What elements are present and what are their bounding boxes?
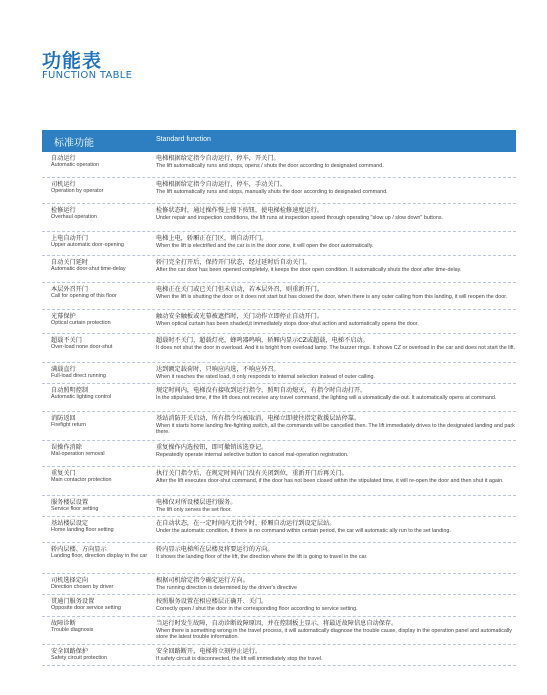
table-row [42,617,516,645]
function-description-cell [156,181,516,195]
function-name-zh: 基站楼层设定 [51,520,89,527]
function-description-zh: 电梯根据给定指令自动运行，停车，开关门。 [156,155,280,162]
table-row [42,178,516,204]
function-description-cell [156,155,516,169]
function-name-en: Overhaul operation [51,214,97,221]
function-description-en: The lift automatically runs and stops, opens / shuts the door according to designated command. [156,163,384,170]
function-name-cell [51,337,151,350]
function-description-zh: 规定时间内，电梯没有接收到运行指令，照明自动熄灭，有指令时自动打开。 [156,387,367,394]
table-row [42,384,516,412]
function-name-cell [51,499,151,512]
function-name-cell [51,444,151,457]
function-description-zh: 轿门完全打开后，保持开门状态，经过延时后自动关门。 [156,259,311,266]
function-name-zh: 安全回路保护 [51,648,89,655]
function-name-en: Optical curtain protection [51,320,111,327]
table-row [42,363,516,384]
function-name-en: Automatic door-shut time-delay [51,266,126,273]
function-name-en: Direction chosen by driver [51,584,114,591]
function-name-zh: 自动运行 [51,155,76,162]
function-name-en: Safety circuit protection [51,655,108,662]
function-name-en: Upper automatic door-opening [51,242,124,249]
table-row [42,412,516,441]
table-row [42,517,516,543]
function-description-cell [156,235,516,249]
function-name-cell [51,313,151,326]
function-description-zh: 轿内显示电梯所在层楼及将要运行的方向。 [156,546,274,553]
function-name-en: Mal-operation removal [51,451,105,458]
function-description-cell [156,337,516,351]
function-name-zh: 轿内层楼、方向显示 [51,546,107,553]
function-name-cell [51,620,151,633]
function-name-zh: 检修运行 [51,207,76,214]
function-name-cell [51,598,151,611]
function-table [42,152,516,666]
function-description-en: If safety circuit is disconnected, the lift will immediately stop the travel. [156,656,323,663]
table-row [42,441,516,467]
function-description-cell [156,387,516,401]
table-row [42,310,516,334]
function-description-en: When the lift is electrified and the car is in the door zone, it will open the door automatically. [156,243,374,250]
function-description-en: When it reaches the rated load, it only responds to internal selection instead of outer calling. [156,374,376,381]
function-name-en: Call for opening of this floor [51,293,117,300]
function-name-zh: 上电自动开门 [51,235,89,242]
function-description-zh: 达到额定载荷时，只响应内选，不响应外召。 [156,366,280,373]
function-name-cell [51,648,151,661]
function-description-zh: 电梯上电，轿厢正在门区，则自动开门。 [156,235,268,242]
function-name-en: Firefight return [51,422,87,429]
function-name-en: Trouble diagnosis [51,627,94,634]
function-description-cell [156,313,516,327]
function-description-cell [156,366,516,380]
function-description-en: When there is something wrong in the travel process, it will automatically diagnose the trouble cause, display in the operation panel and automatically store the latest trouble information. [156,628,512,641]
function-name-cell [51,520,151,533]
function-name-en: Service floor setting [51,506,99,513]
function-description-cell [156,577,516,591]
function-name-cell [51,286,151,299]
table-row [42,283,516,310]
table-row [42,204,516,232]
function-name-cell [51,235,151,248]
function-description-cell [156,415,516,436]
function-description-zh: 电梯根据给定指令自动运行，停车，手动关门。 [156,181,286,188]
function-description-cell [156,620,516,641]
function-description-zh: 执行关门指令后，在规定时间内门没有关闭到位，重新开门后再关门。 [156,470,348,477]
function-description-en: After the lift executes door-shut command, if the door has not been closed within the stipulated time, it will re-open the door and then shut it again. [156,478,504,485]
table-row [42,152,516,178]
function-name-en: Main contactor protection [51,477,112,484]
function-name-zh: 司机运行 [51,181,76,188]
function-description-cell [156,648,516,662]
function-description-zh: 电梯仅对所设楼层进行服务。 [156,499,237,506]
function-description-en: The running direction is determined by the driver's directive [156,585,297,592]
function-description-en: After the car door has been opened completely, it keeps the door open condition. It automatically shuts the door after time-delay. [156,267,462,274]
function-description-en: The lift automatically runs and stops, manually shuts the door according to designated command. [156,189,388,196]
function-name-en: Automatic lighting control [51,394,112,401]
page-title-en: FUNCTION TABLE [42,70,133,81]
function-description-en: In the stipulated time, if the lift does not receive any travel command, the lighting will a utomatically die out. It automatically opens at command. [156,395,497,402]
function-description-zh: 基站消防开关启动，所有指令均被取消，电梯立即驶往指定救援层站停靠。 [156,415,361,422]
function-name-cell [51,155,151,168]
function-name-en: Full-load direct running [51,373,106,380]
table-row [42,467,516,496]
function-description-zh: 按照服务设置在相应楼层正确开、关门。 [156,598,268,605]
function-name-zh: 本层外召开门 [51,286,89,293]
function-description-en: When it starts home landing fire-fighting switch, all the commands will be cancelled then. The lift immediately drives to the designated landing and park there. [156,423,515,436]
function-name-zh: 司机选择定向 [51,577,89,584]
table-row [42,232,516,256]
function-name-en: Home landing floor setting [51,527,114,534]
function-description-zh: 超载时不关门，超载灯亮，蜂鸣器鸣响，轿厢内显示CZ或超载，电梯不启动。 [156,337,369,344]
function-name-zh: 满载直行 [51,366,76,373]
function-description-zh: 检修状态时，通过操作慢上慢下按钮，使电梯检修速度运行。 [156,207,324,214]
function-description-cell [156,259,516,273]
function-name-en: Landing floor, direction display in the car [51,553,148,560]
function-name-cell [51,546,151,559]
function-description-zh: 电梯正在关门或已关门但未启动，若本层外召，则重新开门。 [156,286,324,293]
function-name-cell [51,366,151,379]
function-name-zh: 消防返回 [51,415,76,422]
function-name-cell [51,577,151,590]
function-description-en: It does not shut the door in overload. And it is bright from overload lamp. The buzzer rings. It shows CZ or overload in the car and does not start the lift. [156,345,516,352]
function-description-zh: 触动安全触板或光幕被遮挡时，关门动作立即停止自动开门。 [156,313,324,320]
function-description-en: The lift only serves the set floor. [156,507,232,514]
table-row [42,645,516,666]
function-description-cell [156,207,516,221]
function-name-zh: 自动照明控制 [51,387,89,394]
header-standard-function-en: Standard function [156,136,211,143]
header-standard-function-zh: 标准功能 [54,138,94,149]
function-description-en: Under the automatic condition, if there is no command within certain period, the car will automatic ally run to the set landing. [156,528,451,535]
table-header [42,130,516,152]
function-name-zh: 误操作消除 [51,444,82,451]
function-description-cell [156,598,516,612]
function-description-cell [156,546,516,560]
function-name-zh: 光幕保护 [51,313,76,320]
function-name-cell [51,259,151,272]
table-row [42,334,516,363]
function-description-cell [156,499,516,513]
function-name-zh: 重复关门 [51,470,76,477]
function-description-en: Under repair and inspection conditions, the lift runs at inspection speed through operating "slow up / slow down" buttons. [156,215,444,222]
function-name-zh: 故障诊断 [51,620,76,627]
function-name-en: Over-load none door-shut [51,344,113,351]
function-name-zh: 服务楼层设置 [51,499,89,506]
function-description-zh: 安全回路断开，电梯将立刻停止运行。 [156,648,262,655]
function-description-zh: 当运行时发生故障，自动诊断故障原因，并在控制板上显示，将最近故障信息自动保存。 [156,620,398,627]
function-description-en: When the lift is shutting the door or it does not start but has closed the door, when there is any outer calling from this landing, it will reopen the door. [156,294,508,301]
page-title-zh: 功能表 [42,50,103,72]
function-description-en: Repeatedly operate internal selective button to cancel mal-operation registration. [156,452,349,459]
function-name-en: Opposite door service setting [51,605,121,612]
function-name-cell [51,181,151,194]
table-row [42,256,516,283]
function-name-zh: 超载不关门 [51,337,82,344]
function-description-zh: 在自动状态，在一定时间内无指令时，轿厢自动运行到设定层站。 [156,520,336,527]
function-description-cell [156,470,516,484]
function-description-en: It shows the landing floor of the lift, the direction where the lift is going to travel in the car. [156,554,368,561]
function-description-en: When optical curtain has been shaded,it immediately stops door-shut action and automatically opens the door. [156,321,419,328]
function-name-cell [51,415,151,428]
table-row [42,595,516,617]
function-name-zh: 贯通门服务设置 [51,598,95,605]
function-description-zh: 重复操作内选按钮，即可撤销该选登记。 [156,444,268,451]
function-name-cell [51,207,151,220]
function-name-en: Automatic operation [51,162,99,169]
function-name-cell [51,387,151,400]
function-name-cell [51,470,151,483]
function-description-cell [156,286,516,300]
function-name-zh: 自动关门延时 [51,259,89,266]
function-name-en: Operation by operator [51,188,104,195]
function-description-cell [156,444,516,458]
function-description-en: Correctly open / shut the door in the corresponding floor according to service setting. [156,606,358,613]
table-row [42,574,516,595]
table-row [42,496,516,517]
table-row [42,543,516,574]
function-description-cell [156,520,516,534]
function-description-zh: 根据司机给定指令确定运行方向。 [156,577,249,584]
